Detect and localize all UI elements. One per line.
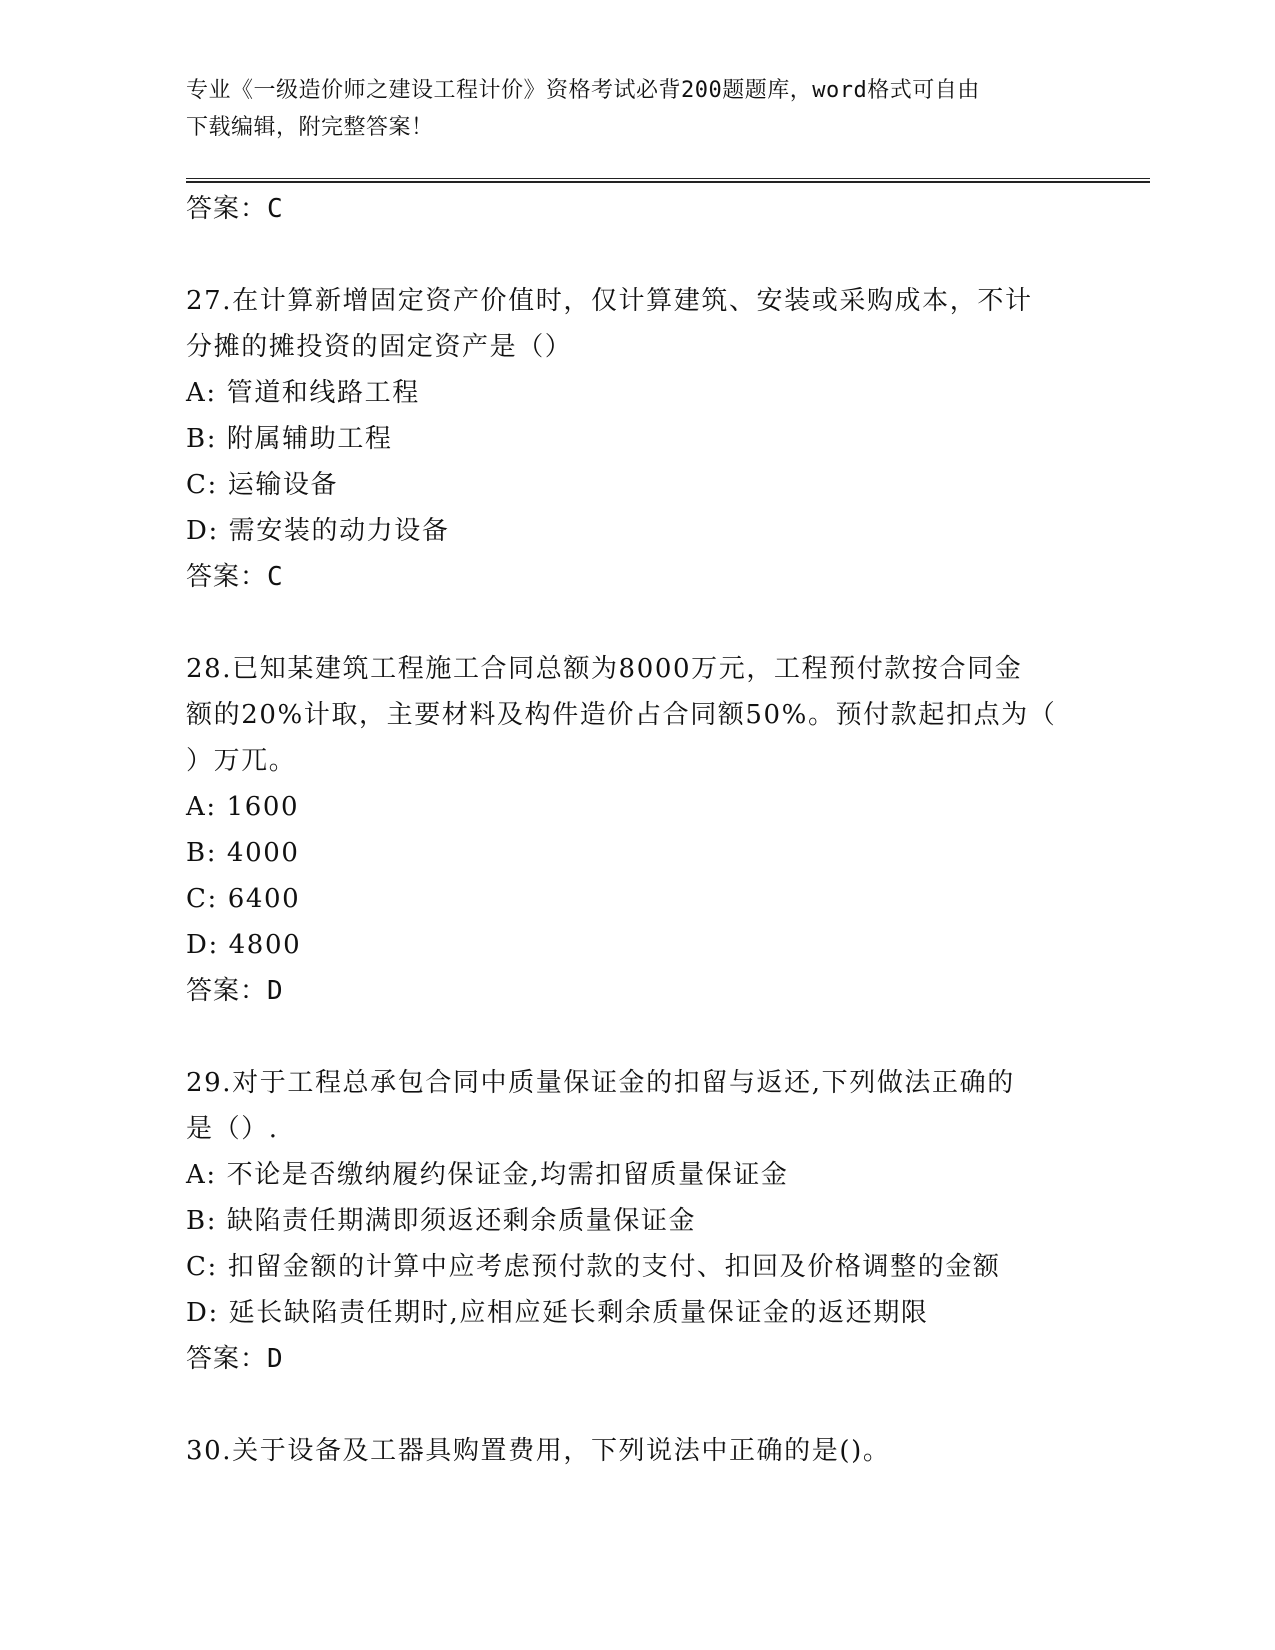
spacer [186,1382,1086,1428]
header-divider-thick [186,181,1150,183]
question-text-line: 29.对于工程总承包合同中质量保证金的扣留与返还,下列做法正确的 [186,1068,1015,1098]
question-list [186,186,1086,1474]
option-b: B: 4000 [186,838,300,868]
spacer [186,600,1086,646]
page-header [186,72,1066,146]
header-divider-thin [186,178,1150,179]
option-b: B: 附属辅助工程 [186,424,393,454]
answer-line: 答案：D [186,976,284,1006]
question-text-line: 27.在计算新增固定资产价值时，仅计算建筑、安装或采购成本，不计 [186,286,1033,316]
question-block [186,1428,1086,1474]
answer-line: 答案：D [186,1344,284,1374]
question-text-line: 30.关于设备及工器具购置费用，下列说法中正确的是()。 [186,1436,891,1466]
question-block [186,278,1086,600]
question-text-line: ）万兀。 [186,746,297,776]
spacer [186,1014,1086,1060]
option-a: A: 管道和线路工程 [186,378,420,408]
question-block [186,646,1086,1014]
question-text-line: 分摊的摊投资的固定资产是（） [186,332,573,362]
question-text-line: 额的20%计取，主要材料及构件造价占合同额50%。预付款起扣点为（ [186,700,1057,730]
option-c: C: 运输设备 [186,470,339,500]
option-d: D: 4800 [186,930,302,960]
option-d: D: 需安装的动力设备 [186,516,450,546]
option-a: A: 1600 [186,792,300,822]
question-text-line: 28.已知某建筑工程施工合同总额为8000万元，工程预付款按合同金 [186,654,1023,684]
header-line-2: 下载编辑，附完整答案！ [186,115,434,140]
answer-line: 答案：C [186,194,284,224]
option-d: D: 延长缺陷责任期时,应相应延长剩余质量保证金的返还期限 [186,1298,929,1328]
option-c: C: 扣留金额的计算中应考虑预付款的支付、扣回及价格调整的金额 [186,1252,1001,1282]
header-line-1: 专业《一级造价师之建设工程计价》资格考试必背200题题库，word格式可自由 [186,78,980,103]
option-a: A: 不论是否缴纳履约保证金,均需扣留质量保证金 [186,1160,789,1190]
question-text-line: 是（）. [186,1114,279,1144]
option-c: C: 6400 [186,884,301,914]
question-block [186,1060,1086,1382]
option-b: B: 缺陷责任期满即须返还剩余质量保证金 [186,1206,697,1236]
answer-line: 答案：C [186,562,284,592]
spacer [186,232,1086,278]
